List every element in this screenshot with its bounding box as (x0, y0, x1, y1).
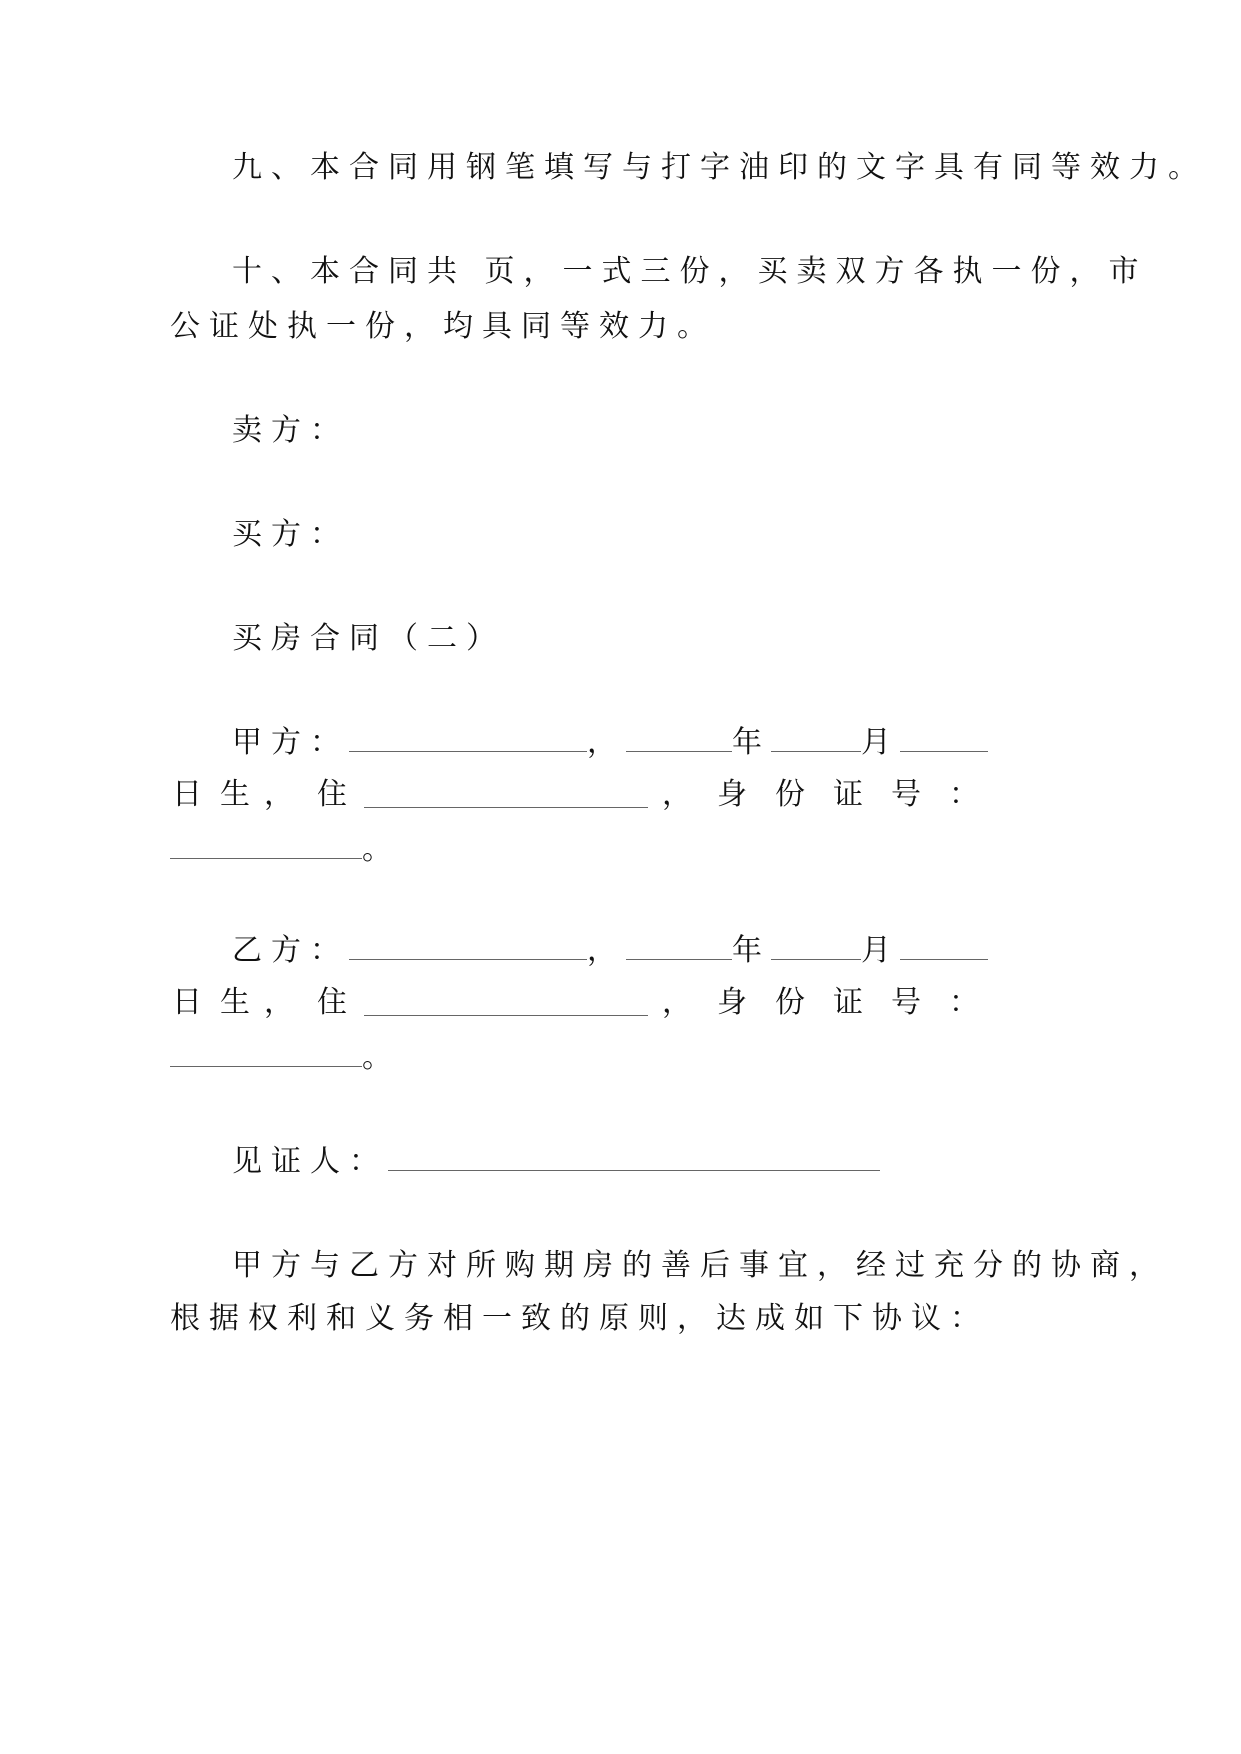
witness-label: 见证人： (232, 1144, 388, 1179)
party-b-comma: ， (587, 933, 626, 968)
party-a-name-blank[interactable] (349, 725, 587, 752)
buyer-label: 买方： (232, 517, 349, 552)
clause-ten-line-1: 十、本合同共 页，一式三份，买卖双方各执一份，市 (232, 254, 1148, 289)
seller-label: 卖方： (232, 413, 349, 448)
party-a-end: 。 (362, 832, 392, 867)
party-b-year-label: 年 (732, 933, 771, 968)
party-a-born-label: 生 (220, 777, 250, 812)
party-b-line-3 (170, 1040, 392, 1076)
witness-line (232, 1144, 880, 1180)
party-a-month-label: 月 (861, 725, 900, 760)
witness-blank[interactable] (388, 1144, 880, 1171)
party-a-year-label: 年 (732, 725, 771, 760)
party-a-address-blank[interactable] (364, 781, 648, 808)
party-a-id-blank[interactable] (170, 832, 362, 859)
party-b-name-blank[interactable] (349, 933, 587, 960)
party-a-live-label: 住 (317, 777, 347, 812)
party-a-year-blank[interactable] (626, 725, 732, 752)
party-b-id-label: 身份证号： (717, 985, 1007, 1020)
party-a-id-label: 身份证号： (717, 777, 1007, 812)
party-b-born-label: 生 (220, 985, 250, 1020)
party-b-month-label: 月 (861, 933, 900, 968)
party-b-month-blank[interactable] (771, 933, 861, 960)
party-b-label: 乙方： (232, 933, 349, 968)
party-a-comma: ， (587, 725, 626, 760)
party-a-label: 甲方： (232, 725, 349, 760)
party-a-day-label: 日 (172, 777, 202, 812)
party-b-end: 。 (362, 1040, 392, 1075)
agreement-line-2: 根据权利和义务相一致的原则，达成如下协议： (170, 1301, 989, 1336)
party-b-day-blank[interactable] (900, 933, 988, 960)
clause-nine: 九、本合同用钢笔填写与打字油印的文字具有同等效力。 (232, 150, 1207, 185)
party-b-id-blank[interactable] (170, 1040, 362, 1067)
clause-ten-line-2: 公证处执一份，均具同等效力。 (170, 309, 716, 344)
contract-two-title: 买房合同（二） (232, 621, 505, 656)
party-b-live-label: 住 (317, 985, 347, 1020)
party-b-address-blank[interactable] (364, 989, 648, 1016)
party-b-comma-3: ， (662, 985, 692, 1020)
party-a-month-blank[interactable] (771, 725, 861, 752)
agreement-line-1: 甲方与乙方对所购期房的善后事宜，经过充分的协商， (232, 1248, 1168, 1283)
party-b-day-label: 日 (172, 985, 202, 1020)
party-b-year-blank[interactable] (626, 933, 732, 960)
party-a-comma-3: ， (662, 777, 692, 812)
party-a-line-3 (170, 832, 392, 868)
party-b-comma-2: ， (264, 985, 294, 1020)
party-b-line-1 (232, 933, 988, 969)
party-a-day-blank[interactable] (900, 725, 988, 752)
party-a-line-1 (232, 725, 988, 761)
party-a-comma-2: ， (264, 777, 294, 812)
